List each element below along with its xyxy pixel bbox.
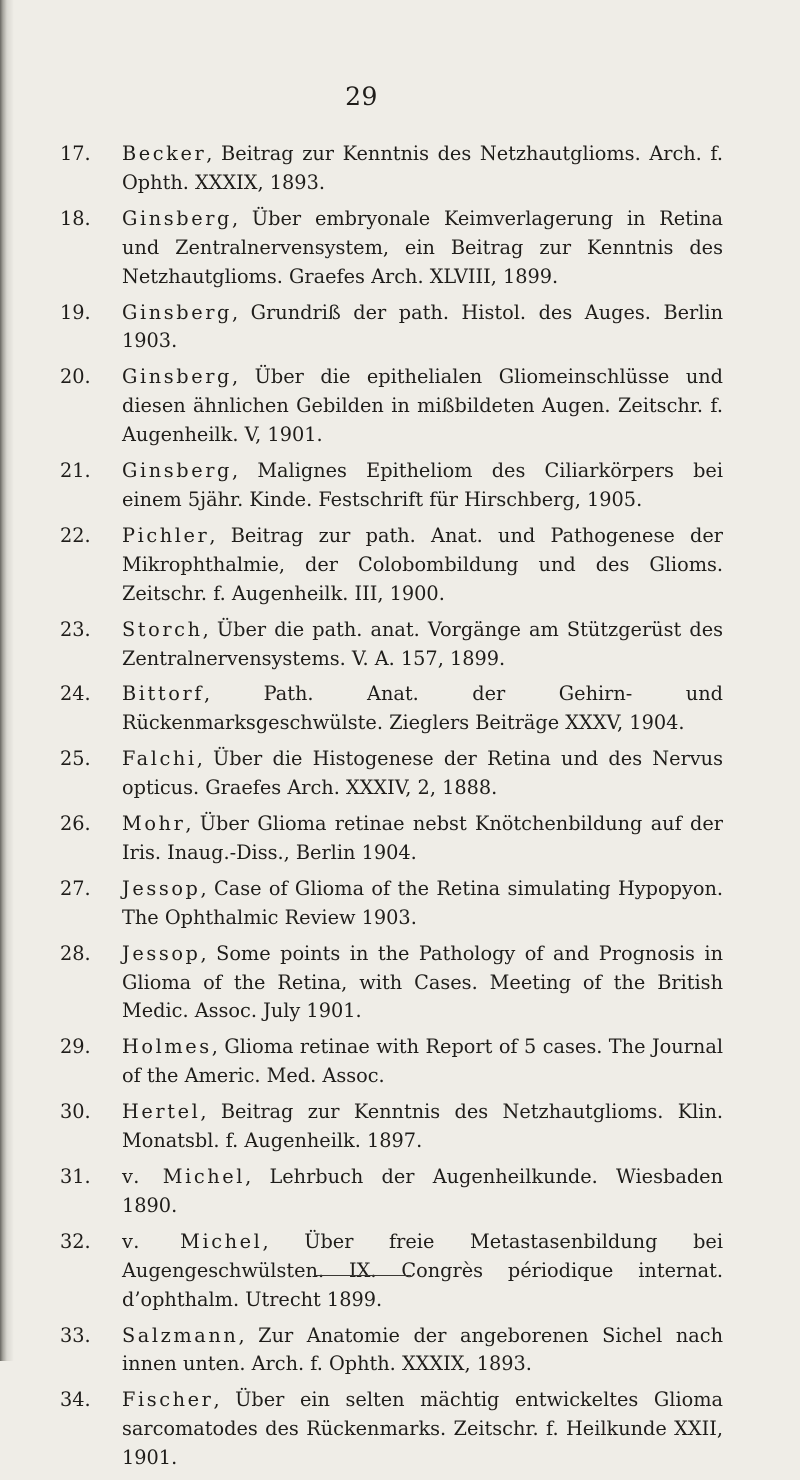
reference-text: , Über die path. anat. Vorgänge am Stützgerüst des Zentralnervensystems. V. A. 157, 1899. — [122, 617, 723, 670]
page-number: 29 — [345, 82, 378, 111]
reference-author: v. Michel — [122, 1229, 263, 1253]
reference-number: 17. — [60, 142, 91, 165]
reference-author: Mohr — [122, 812, 186, 836]
reference-author: Ginsberg — [122, 206, 232, 230]
page-binding-edge — [0, 0, 14, 1361]
reference-item — [60, 522, 723, 609]
reference-text: , Lehrbuch der Augenheilkunde. Wiesbaden 1890. — [122, 1165, 723, 1217]
reference-text: , Malignes Epitheliom des Ciliarkörpers bei einem 5jähr. Kinde. Festschrift für Hirschberg, 1905. — [122, 459, 723, 511]
reference-number: 33. — [60, 1323, 91, 1347]
reference-item — [60, 875, 723, 933]
reference-text: , Über freie Metastasenbildung bei Augengeschwülsten. IX. Congrès périodique internat. d’ophthalm. Utrecht 1899. — [122, 1229, 723, 1311]
reference-text: , Über Glioma retinae nebst Knötchenbildung auf der Iris. Inaug.-Diss., Berlin 1904. — [122, 812, 723, 864]
reference-author: Bittorf — [122, 682, 204, 706]
reference-author: Holmes — [122, 1035, 212, 1059]
reference-text: , Beitrag zur path. Anat. und Pathogenese der Mikrophthalmie, der Colobombildung und des Glioms. Zeitschr. f. Augenheilk. III, 1900. — [122, 523, 723, 605]
reference-text: , Über die Histogenese der Retina und des Nervus opticus. Graefes Arch. XXXIV, 2, 1888. — [122, 747, 723, 800]
reference-number: 24. — [60, 682, 91, 706]
reference-item — [60, 1163, 723, 1221]
reference-number: 27. — [60, 876, 91, 900]
reference-text: , Case of Glioma of the Retina simulating Hypopyon. The Ophthalmic Review 1903. — [122, 876, 723, 929]
reference-item — [60, 1322, 723, 1380]
reference-item — [60, 1386, 723, 1473]
reference-number: 31. — [60, 1165, 91, 1188]
reference-author: Jessop — [122, 941, 201, 965]
reference-number: 22. — [60, 523, 91, 547]
reference-list — [60, 140, 723, 1480]
reference-author: Becker — [122, 142, 207, 165]
reference-text: , Glioma retinae with Report of 5 cases. The Journal of the Americ. Med. Assoc. — [122, 1035, 723, 1088]
reference-number: 25. — [60, 747, 91, 771]
reference-item — [60, 205, 723, 292]
reference-number: 23. — [60, 617, 91, 641]
reference-text: , Zur Anatomie der angeborenen Sichel nach innen unten. Arch. f. Ophth. XXXIX, 1893. — [122, 1323, 723, 1376]
reference-item — [60, 299, 723, 357]
reference-item — [60, 1228, 723, 1315]
reference-item — [60, 616, 723, 674]
reference-number: 29. — [60, 1035, 91, 1059]
reference-author: Hertel — [122, 1100, 201, 1124]
reference-number: 18. — [60, 206, 91, 230]
reference-author: Storch — [122, 617, 203, 641]
reference-number: 30. — [60, 1100, 91, 1124]
reference-number: 28. — [60, 941, 91, 965]
reference-author: Jessop — [122, 876, 201, 900]
reference-item — [60, 1098, 723, 1156]
reference-item — [60, 810, 723, 868]
reference-author: Fischer — [122, 1388, 214, 1412]
reference-text: , Über ein selten mächtig entwickeltes Glioma sarcomatodes des Rückenmarks. Zeitschr. f. Heilkunde XXII, 1901. — [122, 1388, 723, 1470]
reference-author: Ginsberg — [122, 300, 232, 324]
reference-item — [60, 940, 723, 1027]
reference-number: 21. — [60, 459, 91, 483]
reference-item — [60, 1033, 723, 1091]
reference-text: , Beitrag zur Kenntnis des Netzhautglioms. Arch. f. Ophth. XXXIX, 1893. — [122, 142, 723, 194]
reference-text: , Beitrag zur Kenntnis des Netzhautglioms. Klin. Monatsbl. f. Augenheilk. 1897. — [122, 1100, 723, 1153]
reference-item — [60, 745, 723, 803]
reference-number: 32. — [60, 1229, 91, 1253]
reference-author: v. Michel — [122, 1165, 246, 1188]
reference-author: Salzmann — [122, 1323, 239, 1347]
reference-author: Falchi — [122, 747, 197, 771]
reference-text: , Some points in the Pathology of and Prognosis in Glioma of the Retina, with Cases. Meeting of the British Medic. Assoc. July 1901. — [122, 941, 723, 1023]
reference-number: 26. — [60, 812, 91, 836]
end-rule — [315, 1275, 411, 1276]
reference-text: , Path. Anat. der Gehirn- und Rückenmarksgeschwülste. Zieglers Beiträge XXXV, 1904. — [122, 682, 723, 735]
reference-item — [60, 363, 723, 450]
reference-text: , Grundriß der path. Histol. des Auges. Berlin 1903. — [122, 300, 723, 353]
reference-text: , Über embryonale Keimverlagerung in Retina und Zentralnervensystem, ein Beitrag zur Kenntnis des Netzhautglioms. Graefes Arch. XLVIII, 1899. — [122, 206, 723, 288]
reference-author: Ginsberg — [122, 365, 232, 389]
reference-item — [60, 457, 723, 515]
reference-text: , Über die epithelialen Gliomeinschlüsse und diesen ähnlichen Gebilden in mißbildeten Augen. Zeitschr. f. Augenheilk. V, 1901. — [122, 365, 723, 447]
reference-number: 19. — [60, 300, 91, 324]
reference-item — [60, 680, 723, 738]
reference-number: 34. — [60, 1388, 91, 1412]
reference-item — [60, 140, 723, 198]
reference-number: 20. — [60, 365, 91, 389]
reference-author: Ginsberg — [122, 459, 232, 483]
reference-author: Pichler — [122, 523, 210, 547]
